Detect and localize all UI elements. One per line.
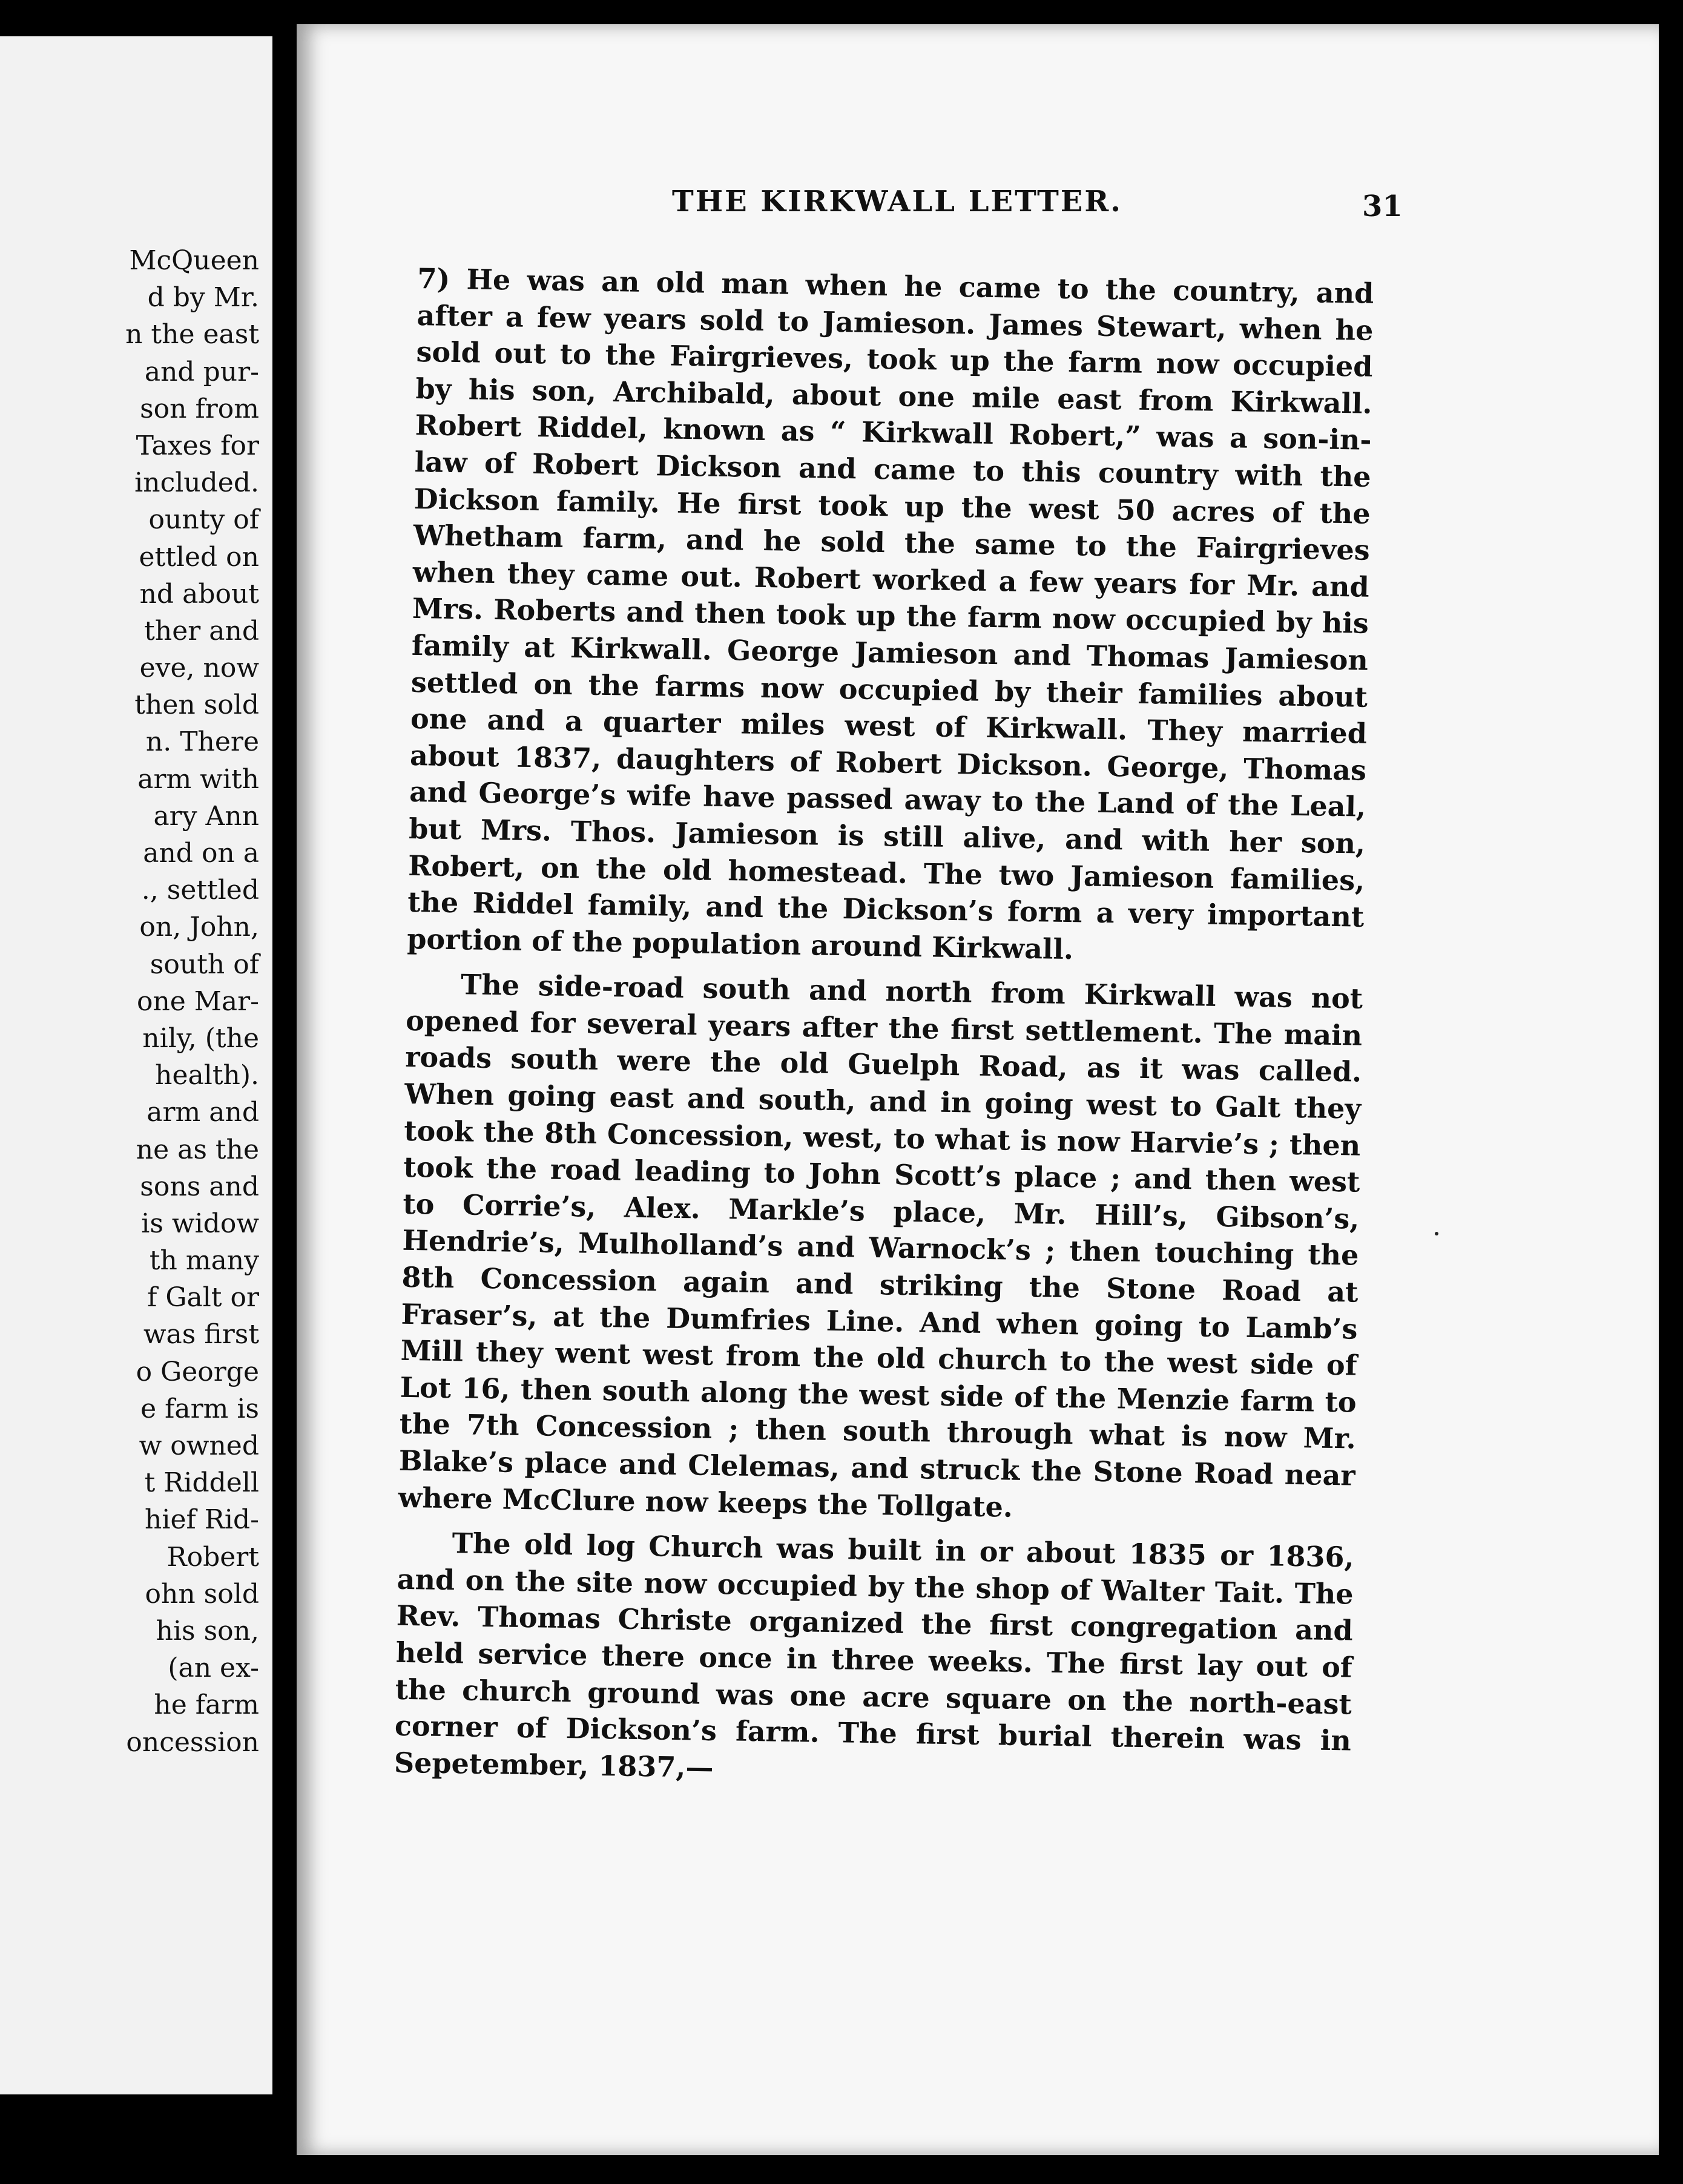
page-number: 31 <box>1362 189 1403 223</box>
left-page-line: on, John, <box>139 912 259 943</box>
left-page-line: then sold <box>134 689 259 721</box>
left-page-line: f Galt or <box>147 1282 259 1314</box>
body-text <box>394 260 1374 1804</box>
left-page-line: (an ex- <box>168 1653 259 1684</box>
left-page-line: n. There <box>145 726 259 758</box>
left-page-line: Taxes for <box>136 430 259 461</box>
left-page-line: sons and <box>140 1171 259 1202</box>
left-page-line: nily, (the <box>142 1022 259 1054</box>
left-page-line: hief Rid- <box>145 1504 259 1536</box>
left-page-line: w owned <box>139 1430 259 1461</box>
left-page-line: eve, now <box>139 653 259 684</box>
left-page-line: one Mar- <box>136 985 259 1017</box>
left-page-text-fragments <box>0 242 259 1761</box>
left-page-line: ther and <box>144 615 259 646</box>
left-page-line: n the east <box>125 319 259 350</box>
left-page-line: son from <box>140 393 259 424</box>
book-gutter <box>272 0 297 2184</box>
left-page-line: and pur- <box>144 356 259 387</box>
left-page-line: McQueen <box>129 245 259 276</box>
left-page-line: ary Ann <box>153 800 259 832</box>
left-page-line: his son, <box>156 1615 259 1646</box>
left-page-line: south of <box>150 949 259 980</box>
left-page-line: oncession <box>126 1726 259 1758</box>
running-head <box>297 185 1659 233</box>
left-page-line: is widow <box>141 1208 259 1239</box>
left-page-line: was first <box>143 1319 259 1350</box>
running-title: THE KIRKWALL LETTER. <box>672 185 1122 219</box>
left-page-line: Robert <box>166 1541 259 1573</box>
left-page-line: arm and <box>147 1097 259 1128</box>
left-page-line: nd about <box>139 578 259 610</box>
left-page-line: and on a <box>143 838 259 869</box>
print-speck <box>1435 1232 1438 1235</box>
left-page-line: he farm <box>154 1689 259 1721</box>
left-page-line: health). <box>155 1060 259 1091</box>
left-page-line: d by Mr. <box>147 282 259 314</box>
left-page-line: e farm is <box>140 1393 259 1424</box>
paragraph-2: The side-road south and north from Kirkwall was not opened for several years after the first settlement. The main roads south were the old Guelph Road, as it was called. When going east and south, and in going west to Galt they took the 8th Concession, west, to what is now Harvie’s ; then took the road leading to John Scott’s place ; and then west to Corrie’s, Alex. Markle’s place, Mr. Hill’s, Gibson’s, Hendrie’s, Mulholland’s and Warnock’s ; then touching the 8th Concession again and striking the Stone Road at Fraser’s, at the Dumfries Line. And when going to Lamb’s Mill they went west from the old church to the west side of Lot 16, then south along the west side of the Menzie farm to the 7th Concession ; then south through what is now Mr. Blake’s place and Clelemas, and struck the Stone Road near where McClure now keeps the Tollgate. <box>398 968 1363 1524</box>
left-page-line: ., settled <box>141 875 259 906</box>
left-page-line: ettled on <box>139 541 259 573</box>
left-page <box>0 36 272 2094</box>
left-page-line: arm with <box>137 763 259 795</box>
left-page-line: ohn sold <box>145 1578 259 1610</box>
left-page-line: included. <box>134 467 259 499</box>
paragraph-3: The old log Church was built in or about 1835 or 1836, and on the site now occupied by the shop of Walter Tait. The Rev. Thomas Christe organized the first congregation and held service there once in three weeks. The first lay out of the church ground was one acre square on the north-east corner of Dickson’s farm. The first burial therein was in Sepetember, 1837,— <box>394 1527 1354 1784</box>
paragraph-1: 7) He was an old man when he came to the country, and after a few years sold to Jamieson. James Stewart, when he sold out to the Fairgrieves, took up the farm now occupied by his son, Archibald, about one mile east from Kirkwall. Robert Riddel, known as “ Kirkwall Robert,” was a son-in-law of Robert Dickson and came to this country with the Dickson family. He first took up the west 50 acres of the Whetham farm, and he sold the same to the Fairgrieves when they came out. Robert worked a few years for Mr. and Mrs. Roberts and then took up the farm now occupied by his family at Kirkwall. George Jamieson and Thomas Jamieson settled on the farms now occupied by their families about one and a quarter miles west of Kirkwall. They married about 1837, daughters of Robert Dickson. George, Thomas and George’s wife have passed away to the Land of the Leal, but Mrs. Thos. Jamieson is still alive, and with her son, Robert, on the old homestead. The two Jamieson families, the Riddel family, and the Dickson’s form a very important portion of the population around Kirkwall. <box>406 261 1374 965</box>
left-page-line: ounty of <box>148 504 259 536</box>
left-page-line: th many <box>149 1245 259 1277</box>
right-page <box>297 24 1659 2155</box>
left-page-line: o George <box>136 1356 259 1387</box>
left-page-line: t Riddell <box>144 1467 259 1499</box>
left-page-line: ne as the <box>136 1134 259 1165</box>
